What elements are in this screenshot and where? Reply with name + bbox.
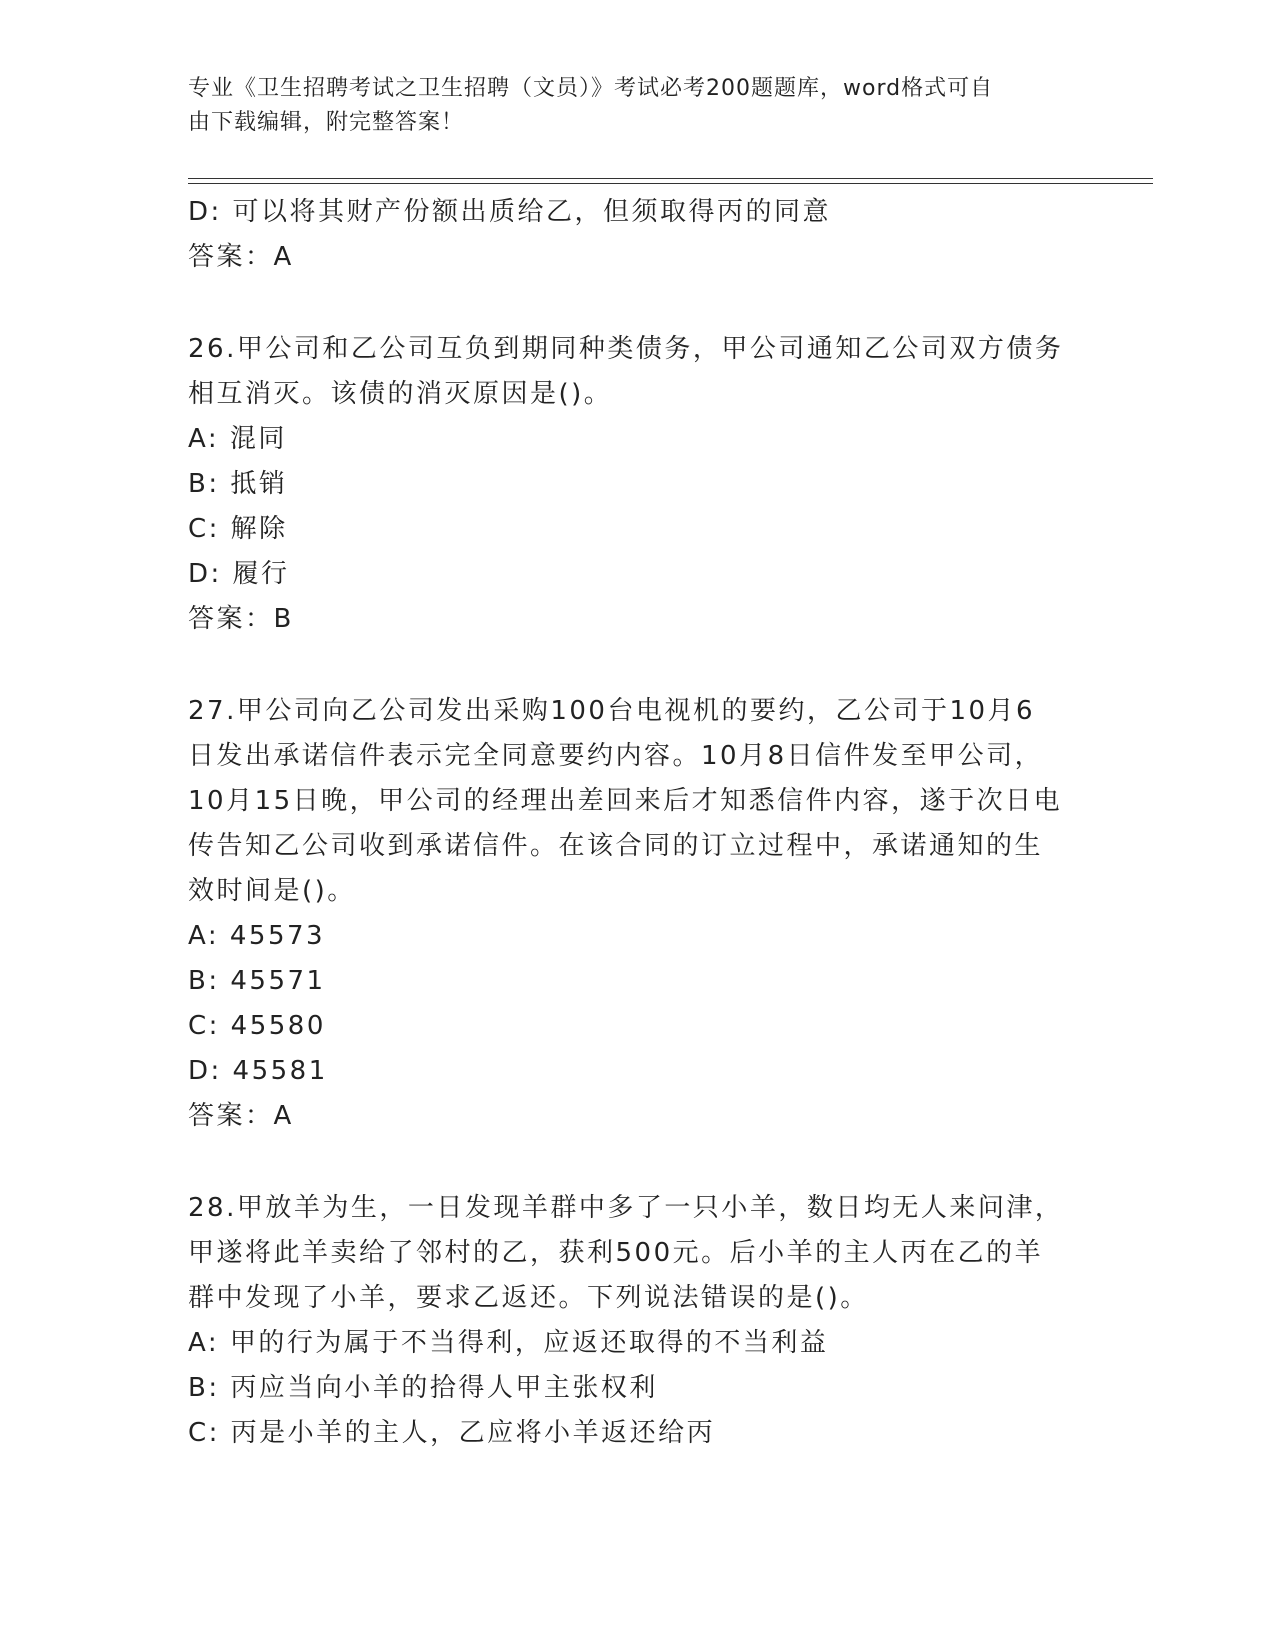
question-text-line: 27.甲公司向乙公司发出采购100台电视机的要约，乙公司于10月6 <box>188 696 1036 726</box>
option-c: C: 丙是小羊的主人，乙应将小羊返还给丙 <box>188 1418 716 1448</box>
header-divider-bottom <box>188 183 1153 184</box>
question-text-line: 群中发现了小羊，要求乙返还。下列说法错误的是()。 <box>188 1283 869 1313</box>
option-b: B: 丙应当向小羊的拾得人甲主张权利 <box>188 1373 658 1403</box>
option-c: C: 45580 <box>188 1011 326 1041</box>
option-c: C: 解除 <box>188 514 288 544</box>
header-line-1: 专业《卫生招聘考试之卫生招聘（文员）》考试必考200题题库，word格式可自 <box>188 76 994 101</box>
spacer <box>188 1139 1088 1186</box>
question-list <box>188 190 1088 1456</box>
question-text-line: 传告知乙公司收到承诺信件。在该合同的订立过程中，承诺通知的生 <box>188 831 1044 861</box>
question-text-line: 效时间是()。 <box>188 876 356 906</box>
spacer <box>188 280 1088 327</box>
question-27 <box>188 689 1088 1139</box>
option-d: D: 45581 <box>188 1056 328 1086</box>
option-d: D: 可以将其财产份额出质给乙，但须取得丙的同意 <box>188 197 832 227</box>
question-28 <box>188 1186 1088 1456</box>
answer-line: 答案：B <box>188 604 294 634</box>
option-b: B: 抵销 <box>188 469 288 499</box>
option-b: B: 45571 <box>188 966 326 996</box>
question-text-line: 甲遂将此羊卖给了邻村的乙，获利500元。后小羊的主人丙在乙的羊 <box>188 1238 1044 1268</box>
option-a: A: 甲的行为属于不当得利，应返还取得的不当利益 <box>188 1328 829 1358</box>
option-a: A: 45573 <box>188 921 326 951</box>
option-a: A: 混同 <box>188 424 287 454</box>
question-text-line: 28.甲放羊为生，一日发现羊群中多了一只小羊，数日均无人来问津， <box>188 1193 1064 1223</box>
document-header <box>188 72 1088 140</box>
question-text-line: 26.甲公司和乙公司互负到期同种类债务，甲公司通知乙公司双方债务 <box>188 334 1064 364</box>
question-text-line: 10月15日晚，甲公司的经理出差回来后才知悉信件内容，遂于次日电 <box>188 786 1063 816</box>
question-26 <box>188 327 1088 642</box>
question-text-line: 日发出承诺信件表示完全同意要约内容。10月8日信件发至甲公司， <box>188 741 1044 771</box>
spacer <box>188 642 1088 689</box>
answer-line: 答案：A <box>188 1101 294 1131</box>
question-text-line: 相互消灭。该债的消灭原因是()。 <box>188 379 613 409</box>
answer-line: 答案：A <box>188 242 294 272</box>
header-divider-top <box>188 178 1153 179</box>
option-d: D: 履行 <box>188 559 290 589</box>
header-line-2: 由下载编辑，附完整答案！ <box>188 110 465 135</box>
